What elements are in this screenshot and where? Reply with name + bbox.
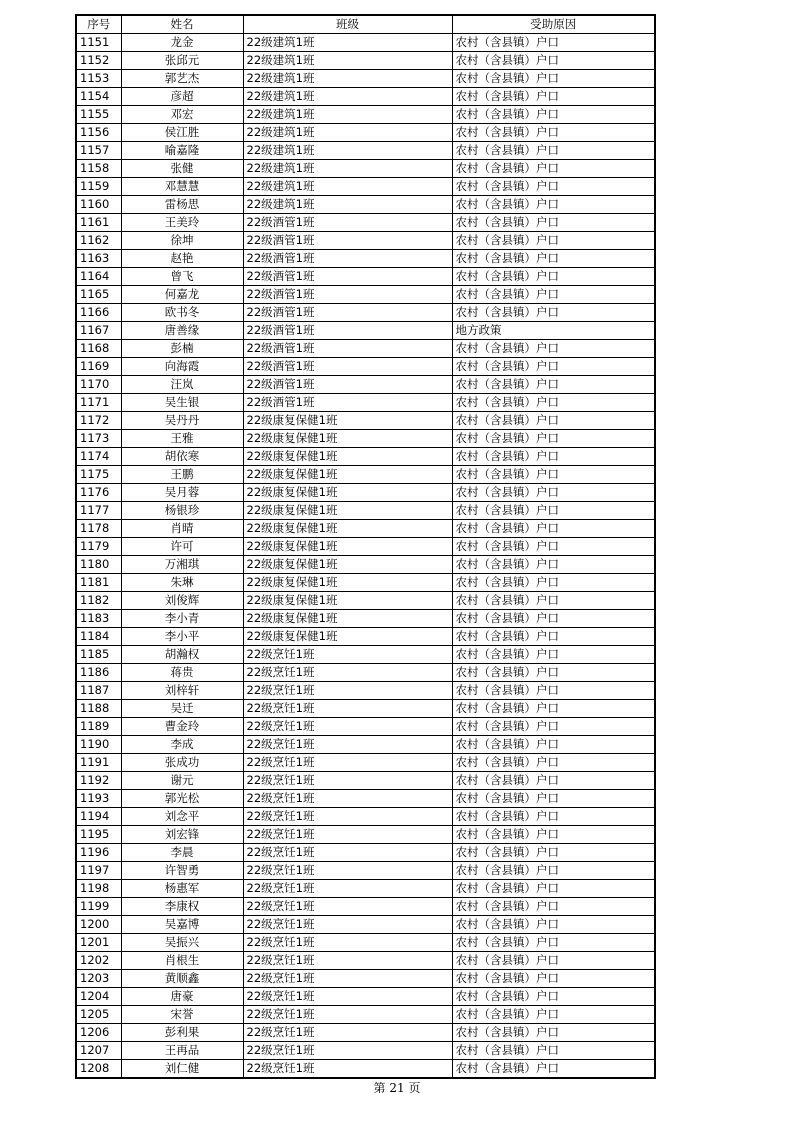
cell-class: 22级烹饪1班 xyxy=(243,754,452,772)
table-row xyxy=(76,196,655,214)
cell-aid-reason: 农村（含县镇）户口 xyxy=(452,862,655,880)
cell-aid-reason: 农村（含县镇）户口 xyxy=(452,88,655,106)
table-row xyxy=(76,358,655,376)
cell-serial-number: 1197 xyxy=(76,862,121,880)
cell-serial-number: 1203 xyxy=(76,970,121,988)
cell-class: 22级酒管1班 xyxy=(243,358,452,376)
cell-aid-reason: 农村（含县镇）户口 xyxy=(452,430,655,448)
cell-aid-reason: 农村（含县镇）户口 xyxy=(452,628,655,646)
cell-aid-reason: 农村（含县镇）户口 xyxy=(452,682,655,700)
header-aid-reason: 受助原因 xyxy=(452,15,655,34)
table-row xyxy=(76,214,655,232)
cell-class: 22级康复保健1班 xyxy=(243,610,452,628)
cell-aid-reason: 农村（含县镇）户口 xyxy=(452,880,655,898)
cell-serial-number: 1207 xyxy=(76,1042,121,1060)
cell-aid-reason: 农村（含县镇）户口 xyxy=(452,160,655,178)
cell-student-name: 侯江胜 xyxy=(121,124,243,142)
cell-serial-number: 1200 xyxy=(76,916,121,934)
cell-student-name: 肖根生 xyxy=(121,952,243,970)
cell-student-name: 万湘琪 xyxy=(121,556,243,574)
table-row xyxy=(76,430,655,448)
cell-serial-number: 1179 xyxy=(76,538,121,556)
cell-class: 22级康复保健1班 xyxy=(243,574,452,592)
cell-serial-number: 1174 xyxy=(76,448,121,466)
cell-aid-reason: 农村（含县镇）户口 xyxy=(452,754,655,772)
table-row xyxy=(76,1060,655,1079)
table-header xyxy=(76,15,655,34)
cell-student-name: 刘梓轩 xyxy=(121,682,243,700)
table-row xyxy=(76,1006,655,1024)
table-row xyxy=(76,538,655,556)
cell-class: 22级康复保健1班 xyxy=(243,556,452,574)
cell-student-name: 郭光松 xyxy=(121,790,243,808)
cell-aid-reason: 农村（含县镇）户口 xyxy=(452,592,655,610)
cell-student-name: 彦超 xyxy=(121,88,243,106)
cell-class: 22级烹饪1班 xyxy=(243,1060,452,1079)
cell-class: 22级康复保健1班 xyxy=(243,430,452,448)
cell-class: 22级建筑1班 xyxy=(243,34,452,52)
cell-serial-number: 1206 xyxy=(76,1024,121,1042)
cell-class: 22级建筑1班 xyxy=(243,88,452,106)
cell-class: 22级烹饪1班 xyxy=(243,844,452,862)
cell-student-name: 雷杨思 xyxy=(121,196,243,214)
cell-student-name: 向海霞 xyxy=(121,358,243,376)
table-row xyxy=(76,448,655,466)
cell-student-name: 王再品 xyxy=(121,1042,243,1060)
cell-class: 22级烹饪1班 xyxy=(243,988,452,1006)
cell-serial-number: 1191 xyxy=(76,754,121,772)
table-row xyxy=(76,394,655,412)
cell-aid-reason: 农村（含县镇）户口 xyxy=(452,448,655,466)
cell-serial-number: 1198 xyxy=(76,880,121,898)
table-row xyxy=(76,862,655,880)
table-row xyxy=(76,160,655,178)
cell-aid-reason: 农村（含县镇）户口 xyxy=(452,340,655,358)
table-row xyxy=(76,304,655,322)
cell-serial-number: 1157 xyxy=(76,142,121,160)
cell-aid-reason: 农村（含县镇）户口 xyxy=(452,124,655,142)
cell-serial-number: 1161 xyxy=(76,214,121,232)
header-name: 姓名 xyxy=(121,15,243,34)
table-row xyxy=(76,880,655,898)
table-row xyxy=(76,610,655,628)
cell-aid-reason: 农村（含县镇）户口 xyxy=(452,178,655,196)
cell-student-name: 刘宏锋 xyxy=(121,826,243,844)
cell-class: 22级建筑1班 xyxy=(243,106,452,124)
table-row xyxy=(76,736,655,754)
cell-class: 22级酒管1班 xyxy=(243,286,452,304)
cell-class: 22级建筑1班 xyxy=(243,124,452,142)
cell-class: 22级烹饪1班 xyxy=(243,898,452,916)
student-aid-table xyxy=(75,14,656,1079)
cell-student-name: 赵艳 xyxy=(121,250,243,268)
cell-aid-reason: 农村（含县镇）户口 xyxy=(452,898,655,916)
cell-class: 22级康复保健1班 xyxy=(243,466,452,484)
cell-class: 22级建筑1班 xyxy=(243,196,452,214)
cell-serial-number: 1167 xyxy=(76,322,121,340)
cell-aid-reason: 农村（含县镇）户口 xyxy=(452,232,655,250)
cell-student-name: 黄顺鑫 xyxy=(121,970,243,988)
cell-serial-number: 1169 xyxy=(76,358,121,376)
cell-aid-reason: 农村（含县镇）户口 xyxy=(452,484,655,502)
cell-aid-reason: 农村（含县镇）户口 xyxy=(452,106,655,124)
cell-student-name: 许可 xyxy=(121,538,243,556)
table-row xyxy=(76,988,655,1006)
cell-student-name: 彭利果 xyxy=(121,1024,243,1042)
cell-serial-number: 1172 xyxy=(76,412,121,430)
table-row xyxy=(76,412,655,430)
cell-aid-reason: 农村（含县镇）户口 xyxy=(452,1060,655,1079)
cell-class: 22级烹饪1班 xyxy=(243,880,452,898)
cell-student-name: 吴丹丹 xyxy=(121,412,243,430)
table-row xyxy=(76,106,655,124)
cell-class: 22级酒管1班 xyxy=(243,340,452,358)
cell-aid-reason: 农村（含县镇）户口 xyxy=(452,412,655,430)
cell-serial-number: 1163 xyxy=(76,250,121,268)
cell-class: 22级烹饪1班 xyxy=(243,826,452,844)
cell-serial-number: 1199 xyxy=(76,898,121,916)
cell-class: 22级烹饪1班 xyxy=(243,1024,452,1042)
table-row xyxy=(76,826,655,844)
cell-class: 22级烹饪1班 xyxy=(243,736,452,754)
cell-aid-reason: 农村（含县镇）户口 xyxy=(452,808,655,826)
cell-student-name: 李晨 xyxy=(121,844,243,862)
cell-student-name: 王鹏 xyxy=(121,466,243,484)
table-row xyxy=(76,556,655,574)
cell-class: 22级酒管1班 xyxy=(243,394,452,412)
table-row xyxy=(76,934,655,952)
cell-class: 22级烹饪1班 xyxy=(243,862,452,880)
cell-class: 22级烹饪1班 xyxy=(243,934,452,952)
table-row xyxy=(76,682,655,700)
cell-aid-reason: 农村（含县镇）户口 xyxy=(452,142,655,160)
cell-student-name: 吴生银 xyxy=(121,394,243,412)
cell-class: 22级康复保健1班 xyxy=(243,502,452,520)
cell-serial-number: 1201 xyxy=(76,934,121,952)
cell-student-name: 刘仁健 xyxy=(121,1060,243,1079)
cell-class: 22级烹饪1班 xyxy=(243,790,452,808)
table-row xyxy=(76,34,655,52)
cell-aid-reason: 农村（含县镇）户口 xyxy=(452,376,655,394)
cell-serial-number: 1153 xyxy=(76,70,121,88)
cell-student-name: 刘俊辉 xyxy=(121,592,243,610)
cell-serial-number: 1168 xyxy=(76,340,121,358)
table-row xyxy=(76,142,655,160)
cell-class: 22级烹饪1班 xyxy=(243,916,452,934)
cell-serial-number: 1189 xyxy=(76,718,121,736)
header-row xyxy=(76,15,655,34)
cell-aid-reason: 农村（含县镇）户口 xyxy=(452,1042,655,1060)
cell-aid-reason: 农村（含县镇）户口 xyxy=(452,1006,655,1024)
table-row xyxy=(76,628,655,646)
table-row xyxy=(76,790,655,808)
cell-class: 22级烹饪1班 xyxy=(243,952,452,970)
table-row xyxy=(76,232,655,250)
cell-class: 22级酒管1班 xyxy=(243,304,452,322)
cell-class: 22级烹饪1班 xyxy=(243,772,452,790)
cell-serial-number: 1154 xyxy=(76,88,121,106)
cell-class: 22级烹饪1班 xyxy=(243,970,452,988)
cell-student-name: 何嘉龙 xyxy=(121,286,243,304)
cell-aid-reason: 农村（含县镇）户口 xyxy=(452,268,655,286)
cell-student-name: 王美玲 xyxy=(121,214,243,232)
cell-aid-reason: 农村（含县镇）户口 xyxy=(452,952,655,970)
cell-student-name: 杨惠军 xyxy=(121,880,243,898)
header-class: 班级 xyxy=(243,15,452,34)
cell-serial-number: 1166 xyxy=(76,304,121,322)
cell-serial-number: 1158 xyxy=(76,160,121,178)
cell-serial-number: 1176 xyxy=(76,484,121,502)
table-row xyxy=(76,322,655,340)
cell-student-name: 邓慧慧 xyxy=(121,178,243,196)
cell-student-name: 朱琳 xyxy=(121,574,243,592)
cell-serial-number: 1181 xyxy=(76,574,121,592)
cell-aid-reason: 农村（含县镇）户口 xyxy=(452,700,655,718)
cell-student-name: 张邱元 xyxy=(121,52,243,70)
cell-class: 22级酒管1班 xyxy=(243,268,452,286)
table-row xyxy=(76,1042,655,1060)
cell-aid-reason: 农村（含县镇）户口 xyxy=(452,736,655,754)
cell-student-name: 王雅 xyxy=(121,430,243,448)
header-serial-number: 序号 xyxy=(76,15,121,34)
cell-student-name: 徐坤 xyxy=(121,232,243,250)
cell-serial-number: 1190 xyxy=(76,736,121,754)
cell-aid-reason: 农村（含县镇）户口 xyxy=(452,556,655,574)
cell-class: 22级康复保健1班 xyxy=(243,484,452,502)
cell-class: 22级烹饪1班 xyxy=(243,808,452,826)
table-body xyxy=(76,34,655,1079)
cell-serial-number: 1188 xyxy=(76,700,121,718)
table-row xyxy=(76,250,655,268)
cell-aid-reason: 农村（含县镇）户口 xyxy=(452,790,655,808)
cell-serial-number: 1182 xyxy=(76,592,121,610)
cell-student-name: 曾飞 xyxy=(121,268,243,286)
cell-student-name: 张健 xyxy=(121,160,243,178)
cell-serial-number: 1156 xyxy=(76,124,121,142)
page-number: 第 21 页 xyxy=(373,1081,421,1095)
cell-aid-reason: 农村（含县镇）户口 xyxy=(452,358,655,376)
cell-class: 22级建筑1班 xyxy=(243,160,452,178)
cell-aid-reason: 农村（含县镇）户口 xyxy=(452,52,655,70)
cell-aid-reason: 农村（含县镇）户口 xyxy=(452,916,655,934)
cell-student-name: 汪岚 xyxy=(121,376,243,394)
cell-class: 22级康复保健1班 xyxy=(243,538,452,556)
cell-aid-reason: 农村（含县镇）户口 xyxy=(452,250,655,268)
cell-class: 22级烹饪1班 xyxy=(243,700,452,718)
cell-aid-reason: 农村（含县镇）户口 xyxy=(452,286,655,304)
cell-serial-number: 1171 xyxy=(76,394,121,412)
cell-student-name: 唐善缘 xyxy=(121,322,243,340)
cell-student-name: 吴迁 xyxy=(121,700,243,718)
table-row xyxy=(76,754,655,772)
cell-serial-number: 1159 xyxy=(76,178,121,196)
cell-aid-reason: 农村（含县镇）户口 xyxy=(452,772,655,790)
cell-serial-number: 1170 xyxy=(76,376,121,394)
cell-class: 22级康复保健1班 xyxy=(243,628,452,646)
cell-serial-number: 1180 xyxy=(76,556,121,574)
cell-class: 22级酒管1班 xyxy=(243,376,452,394)
cell-class: 22级康复保健1班 xyxy=(243,448,452,466)
table-row xyxy=(76,808,655,826)
cell-aid-reason: 农村（含县镇）户口 xyxy=(452,394,655,412)
table-row xyxy=(76,52,655,70)
cell-class: 22级烹饪1班 xyxy=(243,1042,452,1060)
cell-class: 22级康复保健1班 xyxy=(243,520,452,538)
cell-student-name: 胡瀚权 xyxy=(121,646,243,664)
cell-student-name: 欧书冬 xyxy=(121,304,243,322)
cell-class: 22级烹饪1班 xyxy=(243,1006,452,1024)
cell-student-name: 曹金玲 xyxy=(121,718,243,736)
cell-aid-reason: 农村（含县镇）户口 xyxy=(452,844,655,862)
cell-aid-reason: 农村（含县镇）户口 xyxy=(452,1024,655,1042)
table-row xyxy=(76,970,655,988)
cell-student-name: 龙金 xyxy=(121,34,243,52)
cell-student-name: 宋誉 xyxy=(121,1006,243,1024)
cell-class: 22级烹饪1班 xyxy=(243,646,452,664)
cell-aid-reason: 农村（含县镇）户口 xyxy=(452,826,655,844)
cell-student-name: 张成功 xyxy=(121,754,243,772)
cell-serial-number: 1202 xyxy=(76,952,121,970)
cell-serial-number: 1165 xyxy=(76,286,121,304)
cell-serial-number: 1187 xyxy=(76,682,121,700)
cell-aid-reason: 农村（含县镇）户口 xyxy=(452,664,655,682)
cell-serial-number: 1175 xyxy=(76,466,121,484)
cell-serial-number: 1194 xyxy=(76,808,121,826)
cell-student-name: 喻嘉隆 xyxy=(121,142,243,160)
table-row xyxy=(76,718,655,736)
cell-aid-reason: 农村（含县镇）户口 xyxy=(452,646,655,664)
cell-student-name: 彭楠 xyxy=(121,340,243,358)
cell-class: 22级酒管1班 xyxy=(243,250,452,268)
cell-serial-number: 1196 xyxy=(76,844,121,862)
cell-serial-number: 1184 xyxy=(76,628,121,646)
cell-serial-number: 1162 xyxy=(76,232,121,250)
cell-class: 22级建筑1班 xyxy=(243,142,452,160)
table-row xyxy=(76,70,655,88)
cell-student-name: 李小青 xyxy=(121,610,243,628)
cell-serial-number: 1195 xyxy=(76,826,121,844)
cell-aid-reason: 地方政策 xyxy=(452,322,655,340)
cell-student-name: 李小平 xyxy=(121,628,243,646)
cell-student-name: 谢元 xyxy=(121,772,243,790)
table-row xyxy=(76,88,655,106)
table-row xyxy=(76,484,655,502)
cell-aid-reason: 农村（含县镇）户口 xyxy=(452,196,655,214)
table-row xyxy=(76,178,655,196)
cell-aid-reason: 农村（含县镇）户口 xyxy=(452,934,655,952)
cell-serial-number: 1178 xyxy=(76,520,121,538)
cell-serial-number: 1155 xyxy=(76,106,121,124)
cell-serial-number: 1177 xyxy=(76,502,121,520)
cell-student-name: 李康权 xyxy=(121,898,243,916)
table-row xyxy=(76,952,655,970)
cell-serial-number: 1160 xyxy=(76,196,121,214)
cell-serial-number: 1152 xyxy=(76,52,121,70)
cell-aid-reason: 农村（含县镇）户口 xyxy=(452,574,655,592)
cell-class: 22级建筑1班 xyxy=(243,178,452,196)
cell-serial-number: 1183 xyxy=(76,610,121,628)
cell-aid-reason: 农村（含县镇）户口 xyxy=(452,988,655,1006)
cell-aid-reason: 农村（含县镇）户口 xyxy=(452,34,655,52)
cell-class: 22级酒管1班 xyxy=(243,214,452,232)
cell-class: 22级烹饪1班 xyxy=(243,664,452,682)
cell-serial-number: 1151 xyxy=(76,34,121,52)
table-row xyxy=(76,124,655,142)
table-row xyxy=(76,340,655,358)
cell-aid-reason: 农村（含县镇）户口 xyxy=(452,70,655,88)
cell-serial-number: 1173 xyxy=(76,430,121,448)
cell-aid-reason: 农村（含县镇）户口 xyxy=(452,718,655,736)
table-row xyxy=(76,700,655,718)
table-row xyxy=(76,268,655,286)
cell-class: 22级康复保健1班 xyxy=(243,412,452,430)
table-row xyxy=(76,520,655,538)
table-row xyxy=(76,376,655,394)
cell-student-name: 唐豪 xyxy=(121,988,243,1006)
table-row xyxy=(76,916,655,934)
cell-class: 22级康复保健1班 xyxy=(243,592,452,610)
cell-class: 22级建筑1班 xyxy=(243,52,452,70)
cell-serial-number: 1192 xyxy=(76,772,121,790)
cell-serial-number: 1193 xyxy=(76,790,121,808)
cell-student-name: 杨银珍 xyxy=(121,502,243,520)
cell-student-name: 郭艺杰 xyxy=(121,70,243,88)
table-row xyxy=(76,772,655,790)
cell-serial-number: 1204 xyxy=(76,988,121,1006)
cell-student-name: 刘念平 xyxy=(121,808,243,826)
cell-class: 22级建筑1班 xyxy=(243,70,452,88)
table-row xyxy=(76,1024,655,1042)
cell-student-name: 许智勇 xyxy=(121,862,243,880)
cell-aid-reason: 农村（含县镇）户口 xyxy=(452,502,655,520)
cell-serial-number: 1186 xyxy=(76,664,121,682)
table-row xyxy=(76,898,655,916)
cell-student-name: 吴振兴 xyxy=(121,934,243,952)
cell-student-name: 邓宏 xyxy=(121,106,243,124)
table-row xyxy=(76,286,655,304)
cell-class: 22级酒管1班 xyxy=(243,322,452,340)
cell-class: 22级酒管1班 xyxy=(243,232,452,250)
cell-student-name: 吴月蓉 xyxy=(121,484,243,502)
table-row xyxy=(76,466,655,484)
cell-student-name: 肖晴 xyxy=(121,520,243,538)
cell-aid-reason: 农村（含县镇）户口 xyxy=(452,970,655,988)
cell-serial-number: 1208 xyxy=(76,1060,121,1079)
cell-serial-number: 1164 xyxy=(76,268,121,286)
cell-aid-reason: 农村（含县镇）户口 xyxy=(452,466,655,484)
cell-aid-reason: 农村（含县镇）户口 xyxy=(452,538,655,556)
cell-aid-reason: 农村（含县镇）户口 xyxy=(452,304,655,322)
table-row xyxy=(76,592,655,610)
cell-serial-number: 1185 xyxy=(76,646,121,664)
cell-aid-reason: 农村（含县镇）户口 xyxy=(452,610,655,628)
table-row xyxy=(76,646,655,664)
table-row xyxy=(76,574,655,592)
cell-class: 22级烹饪1班 xyxy=(243,682,452,700)
cell-student-name: 李成 xyxy=(121,736,243,754)
cell-class: 22级烹饪1班 xyxy=(243,718,452,736)
cell-aid-reason: 农村（含县镇）户口 xyxy=(452,520,655,538)
cell-student-name: 蒋贵 xyxy=(121,664,243,682)
table-row xyxy=(76,664,655,682)
cell-student-name: 吴嘉博 xyxy=(121,916,243,934)
cell-student-name: 胡依寒 xyxy=(121,448,243,466)
cell-serial-number: 1205 xyxy=(76,1006,121,1024)
cell-aid-reason: 农村（含县镇）户口 xyxy=(452,214,655,232)
table-row xyxy=(76,502,655,520)
table-row xyxy=(76,844,655,862)
